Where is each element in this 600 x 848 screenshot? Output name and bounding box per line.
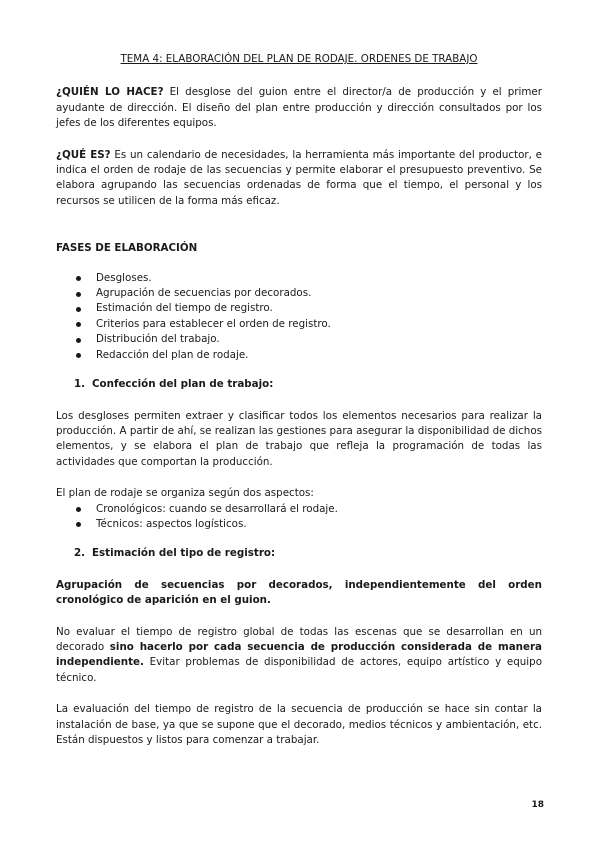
que-label: ¿QUÉ ES? <box>56 148 111 161</box>
document-page <box>56 52 542 764</box>
document-title: TEMA 4: ELABORACIÓN DEL PLAN DE RODAJE. ORDENES DE TRABAJO <box>120 53 478 65</box>
list-item: Desgloses. <box>56 271 542 286</box>
section-1-heading <box>56 377 542 392</box>
fases-heading: FASES DE ELABORACIÓN <box>56 242 198 255</box>
section-2-heading <box>56 546 542 561</box>
section-2-paragraph-1 <box>56 625 542 687</box>
section-1-list <box>56 502 542 533</box>
page-number: 18 <box>531 800 544 810</box>
section-1-number: 1. <box>74 378 86 391</box>
quien-label: ¿QUIÉN LO HACE? <box>56 86 164 99</box>
section-2-paragraph-1-start: No evaluar el tiempo de registro global de todas las escenas que se desarrollan en un decorado <box>56 625 542 653</box>
list-item: Cronológicos: cuando se desarrollará el rodaje. <box>56 502 542 517</box>
quien-paragraph <box>56 85 542 131</box>
section-1-title: Confección del plan de trabajo: <box>92 378 274 391</box>
section-2-paragraph-1-bold: sino hacerlo por cada secuencia de producción considerada de manera independiente. <box>56 640 542 669</box>
quien-text: El desglose del guion entre el director/a de producción y el primer ayudante de dirección. El diseño del plan entre producción y dirección consultados por los jefes de los diferentes equipos. <box>56 86 542 130</box>
list-item: Redacción del plan de rodaje. <box>56 348 542 363</box>
list-item: Distribución del trabajo. <box>56 332 542 347</box>
fases-list <box>56 271 542 363</box>
section-2-bold-paragraph <box>56 578 542 609</box>
section-2-paragraph-1-end: Evitar problemas de disponibilidad de actores, equipo artístico y equipo técnico. <box>56 656 542 684</box>
section-2-bold-text: Agrupación de secuencias por decorados, independientemente del orden cronológico de aparición en el guion. <box>56 578 542 607</box>
list-item: Criterios para establecer el orden de registro. <box>56 317 542 332</box>
list-item: Agrupación de secuencias por decorados. <box>56 286 542 301</box>
list-item: Técnicos: aspectos logísticos. <box>56 517 542 532</box>
section-2-number: 2. <box>74 547 86 560</box>
section-2-paragraph-2: La evaluación del tiempo de registro de la secuencia de producción se hace sin contar la instalación de base, ya que se supone que el decorado, medios técnicos y ambientación, etc. Están dispuestos y listos para comenzar a trabajar. <box>56 703 542 746</box>
section-2-title: Estimación del tipo de registro: <box>92 547 276 560</box>
section-1-paragraph-1: Los desgloses permiten extraer y clasificar todos los elementos necesarios para realizar la producción. A partir de ahí, se realizan las gestiones para asegurar la disponibilidad de dichos elementos, y se elabora el plan de trabajo que refleja la programación de todas las actividades que comportan la producción. <box>56 409 542 468</box>
section-1-paragraph-2: El plan de rodaje se organiza según dos aspectos: <box>56 487 314 500</box>
que-paragraph <box>56 148 542 210</box>
list-item: Estimación del tiempo de registro. <box>56 301 542 316</box>
que-text: Es un calendario de necesidades, la herramienta más importante del productor, e indica el orden de rodaje de las secuencias y permite elaborar el presupuesto preventivo. Se elabora agrupando las secuencias ordenadas de forma que el tiempo, el personal y los recursos se utilicen de la forma más eficaz. <box>56 148 542 207</box>
